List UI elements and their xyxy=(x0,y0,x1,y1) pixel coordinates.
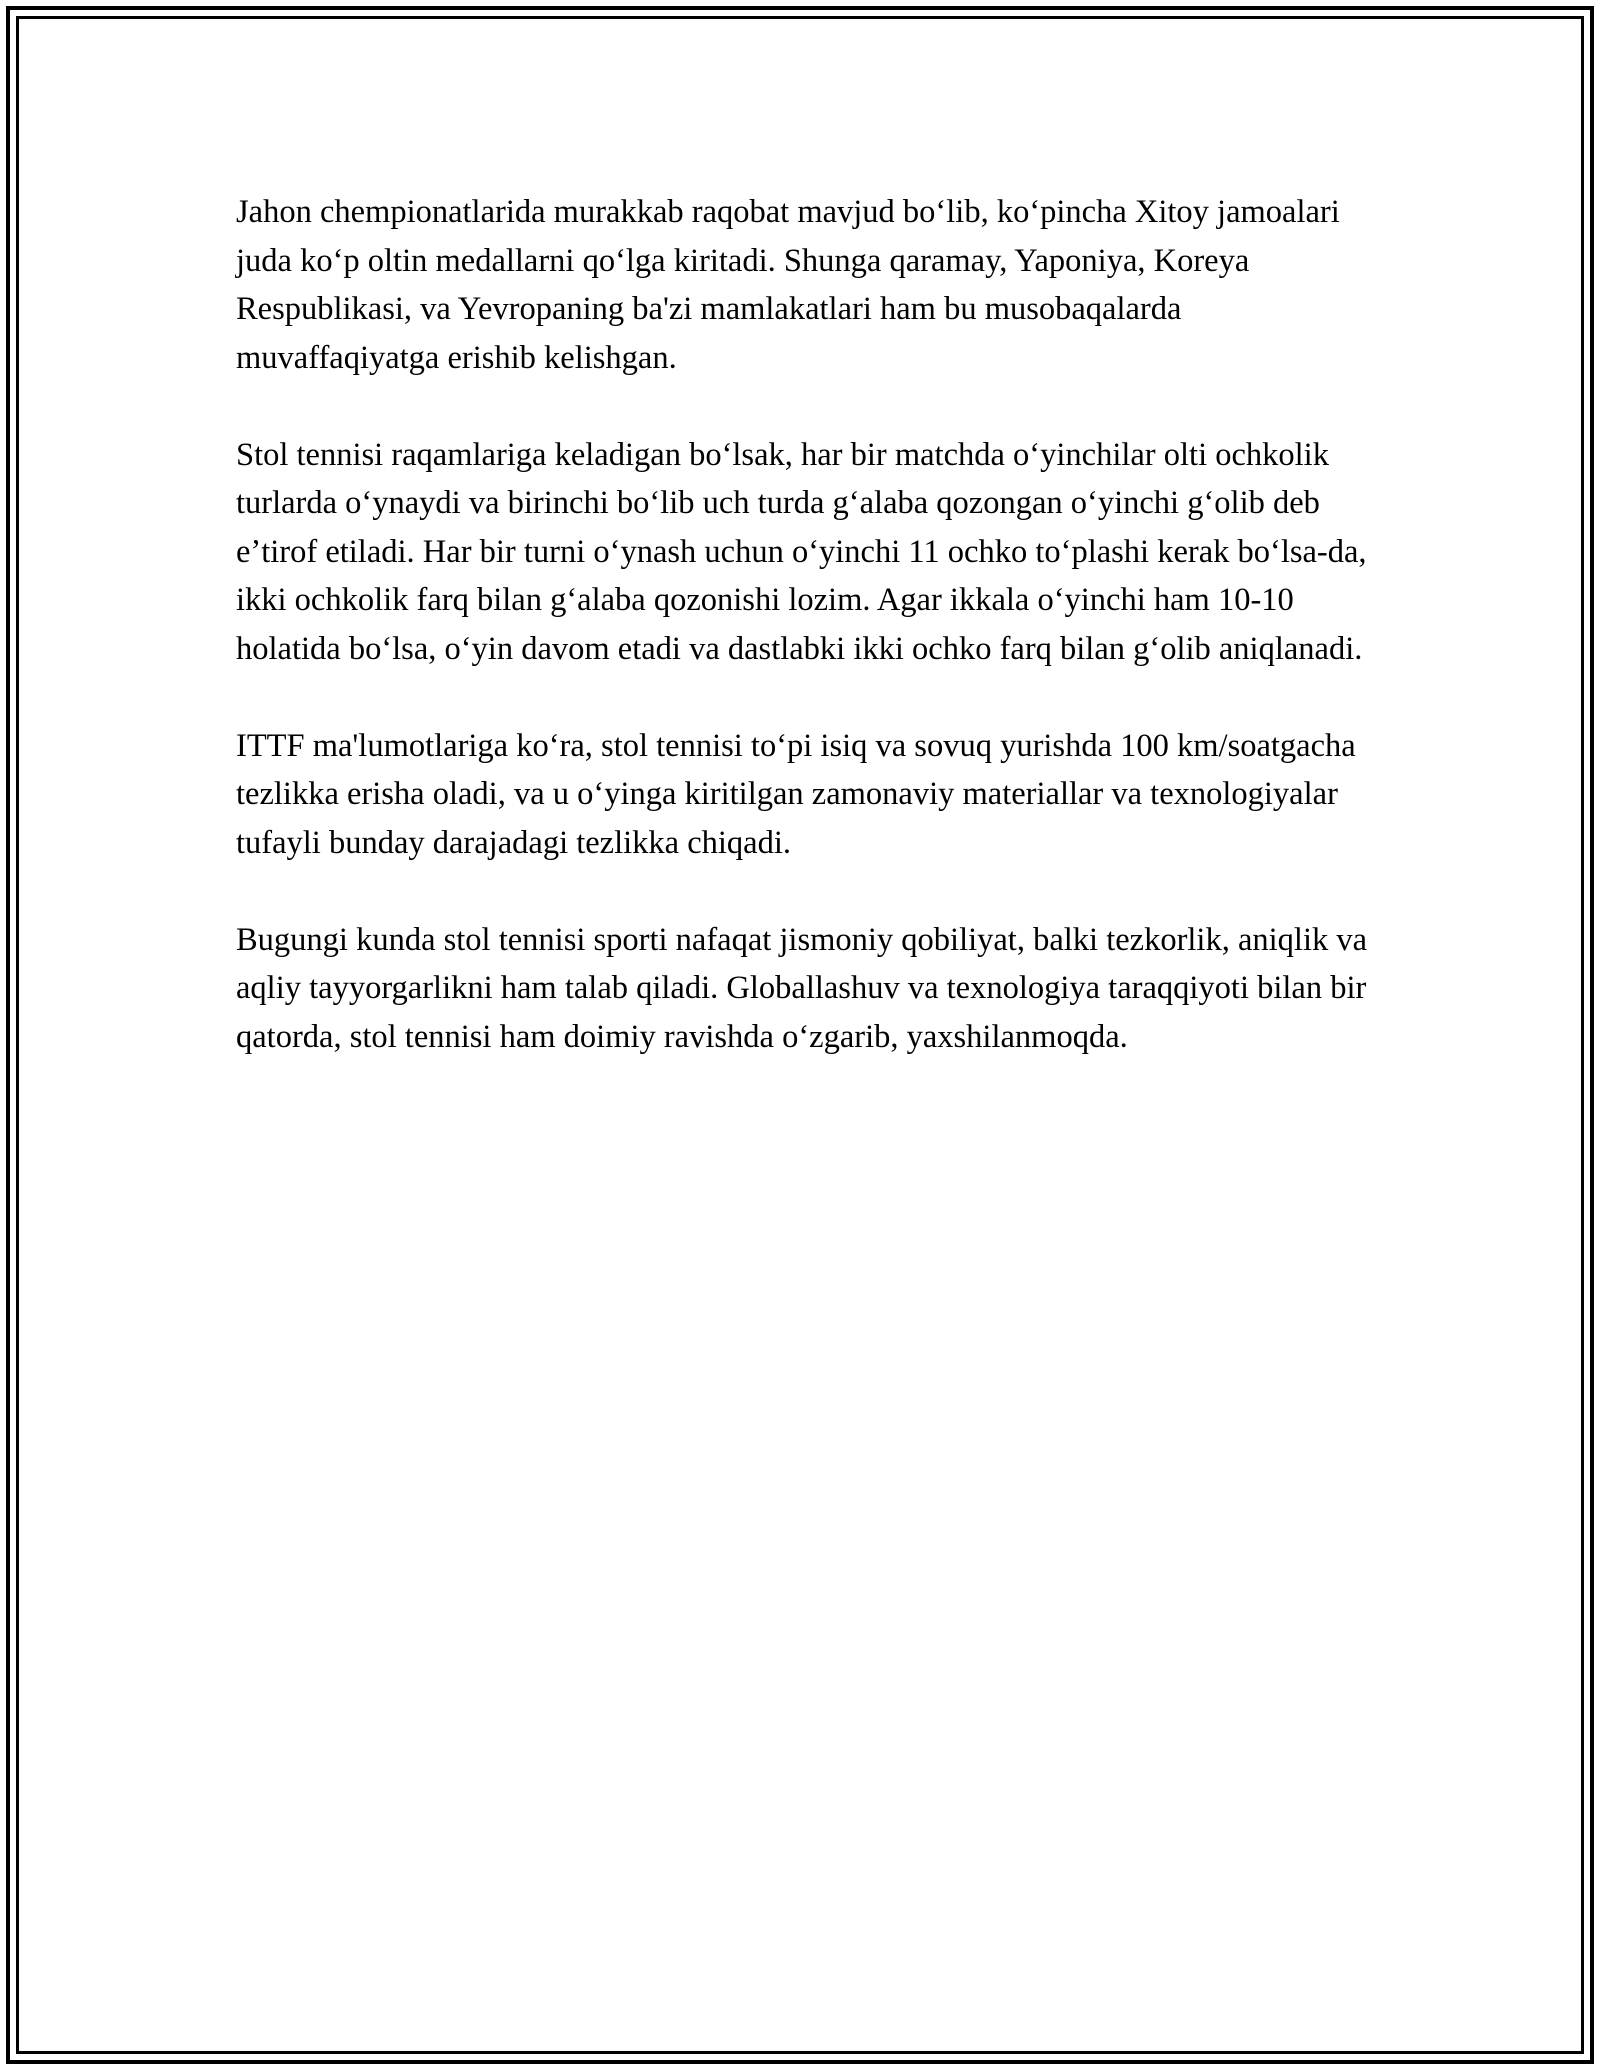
paragraph-scoring-rules: Stol tennisi raqamlariga keladigan boʻlsak, har bir matchda oʻyinchilar olti ochkolik turlarda oʻynaydi va birinchi boʻlib uch turda gʻalaba qozongan oʻyinchi gʻolib deb eʼtirof etiladi. Har bir turni oʻynash uchun oʻyinchi 11 ochko toʻplashi kerak boʻlsa-da, ikki ochkolik farq bilan gʻalaba qozonishi lozim. Agar ikkala oʻyinchi ham 10-10 holatida boʻlsa, oʻyin davom etadi va dastlabki ikki ochko farq bilan gʻolib aniqlanadi. xyxy=(236,436,1367,667)
paragraph-world-championships: Jahon chempionatlarida murakkab raqobat mavjud boʻlib, koʻpincha Xitoy jamoalari juda koʻp oltin medallarni qoʻlga kiritadi. Shunga qaramay, Yaponiya, Koreya Respublikasi, va Yevropaning ba'zi mamlakatlari ham bu musobaqalarda muvaffaqiyatga erishib kelishgan. xyxy=(236,194,1340,376)
paragraph-modern-sport: Bugungi kunda stol tennisi sporti nafaqat jismoniy qobiliyat, balki tezkorlik, aniqlik va aqliy tayyorgarlikni ham talab qiladi. Globallashuv va texnologiya taraqqiyoti bilan bir qatorda, stol tennisi ham doimiy ravishda oʻzgarib, yaxshilanmoqda. xyxy=(236,921,1368,1055)
paragraph-ball-speed: ITTF ma'lumotlariga koʻra, stol tennisi toʻpi isiq va sovuq yurishda 100 km/soatgacha tezlikka erisha oladi, va u oʻyinga kiritilgan zamonaviy materiallar va texnologiyalar tufayli bunday darajadagi tezlikka chiqadi. xyxy=(236,727,1356,861)
document-body xyxy=(236,188,1386,1110)
